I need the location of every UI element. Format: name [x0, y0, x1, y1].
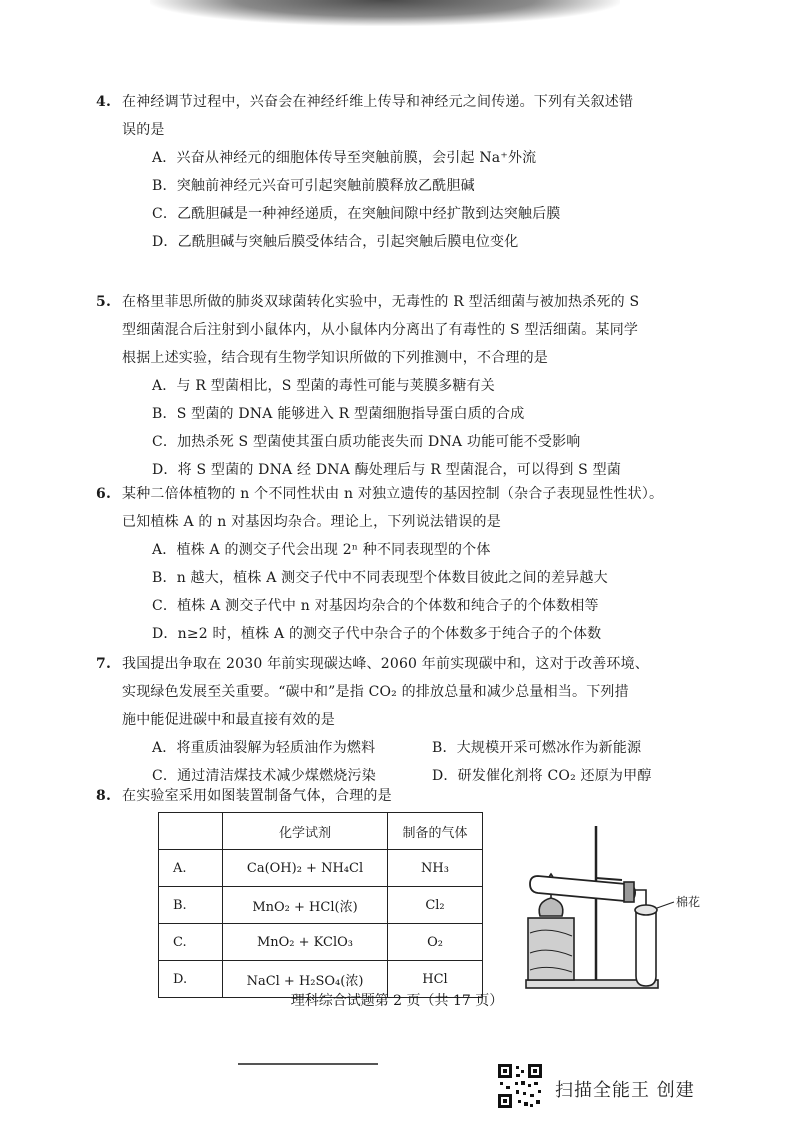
option-c: C．加热杀死 S 型菌使其蛋白质功能丧失而 DNA 功能可能不受影响	[152, 434, 581, 450]
table-header-row	[159, 813, 483, 850]
table-row	[159, 887, 483, 924]
qr-code-icon	[496, 1062, 544, 1110]
question-stem-line: 8. 在实验室采用如图装置制备气体，合理的是	[96, 788, 392, 804]
question-stem-line: 7. 我国提出争取在 2030 年前实现碳达峰、2060 年前实现碳中和，这对于改善环境、	[96, 656, 650, 672]
option-b: B．大规模开采可燃冰作为新能源	[432, 740, 642, 756]
table-cell: MnO₂ + HCl(浓)	[223, 887, 388, 924]
table-row	[159, 850, 483, 887]
table-cell: NaCl + H₂SO₄(浓)	[223, 961, 388, 998]
table-cell: D.	[159, 961, 223, 998]
option-a: A．兴奋从神经元的细胞体传导至突触前膜，会引起 Na⁺外流	[152, 150, 537, 166]
option-b: B．n 越大，植株 A 测交子代中不同表现型个体数目彼此之间的差异越大	[152, 570, 608, 586]
question-stem-line: 6. 某种二倍体植物的 n 个不同性状由 n 对独立遗传的基因控制（杂合子表现显性性状）。	[96, 486, 664, 502]
option-d: D．研发催化剂将 CO₂ 还原为甲醇	[432, 768, 652, 784]
question-number: 6.	[96, 486, 112, 502]
table-cell: MnO₂ + KClO₃	[223, 924, 388, 961]
question-stem-line: 4. 在神经调节过程中，兴奋会在神经纤维上传导和神经元之间传递。下列有关叙述错	[96, 94, 634, 110]
option-d: D．乙酰胆碱与突触后膜受体结合，引起突触后膜电位变化	[152, 234, 519, 250]
table-header-cell	[159, 813, 223, 850]
option-c: C．乙酰胆碱是一种神经递质，在突触间隙中经扩散到达突触后膜	[152, 206, 561, 222]
option-a: A．将重质油裂解为轻质油作为燃料	[152, 740, 376, 756]
question-number: 5.	[96, 294, 112, 310]
option-b: B．突触前神经元兴奋可引起突触前膜释放乙酰胆碱	[152, 178, 475, 194]
table-header-cell: 化学试剂	[223, 813, 388, 850]
table-cell: Ca(OH)₂ + NH₄Cl	[223, 850, 388, 887]
question-5	[96, 292, 682, 488]
reagent-table	[158, 812, 483, 998]
table-cell: C.	[159, 924, 223, 961]
table-cell: A.	[159, 850, 223, 887]
option-c: C．植株 A 测交子代中 n 对基因均杂合的个体数和纯合子的个体数相等	[152, 598, 599, 614]
table-cell: HCl	[388, 961, 483, 998]
scanner-watermark: 扫描全能王 创建	[555, 1080, 695, 1101]
question-4	[96, 92, 682, 260]
scan-top-shadow	[150, 0, 620, 26]
footer-rule	[238, 1063, 378, 1065]
question-stem-line: 型细菌混合后注射到小鼠体内，从小鼠体内分离出了有毒性的 S 型活细菌。某同学	[122, 322, 639, 338]
table-cell: Cl₂	[388, 887, 483, 924]
question-stem-line: 根据上述实验，结合现有生物学知识所做的下列推测中，不合理的是	[122, 350, 548, 366]
option-a: A．与 R 型菌相比，S 型菌的毒性可能与荚膜多糖有关	[152, 378, 495, 394]
table-row	[159, 924, 483, 961]
page-footer: 理科综合试题第 2 页（共 17 页）	[290, 993, 504, 1009]
question-number: 8.	[96, 788, 112, 804]
question-6	[96, 484, 682, 652]
question-stem-line: 实现绿色发展至关重要。“碳中和”是指 CO₂ 的排放总量和减少总量相当。下列措	[122, 684, 629, 700]
question-stem-line: 5. 在格里菲思所做的肺炎双球菌转化实验中，无毒性的 R 型活细菌与被加热杀死的 S	[96, 294, 640, 310]
question-stem-line: 误的是	[122, 122, 165, 138]
option-d: D．n≥2 时，植株 A 的测交子代中杂合子的个体数多于纯合子的个体数	[152, 626, 602, 642]
table-cell: O₂	[388, 924, 483, 961]
table-cell: NH₃	[388, 850, 483, 887]
question-number: 4.	[96, 94, 112, 110]
option-c: C．通过清洁煤技术减少煤燃烧污染	[152, 768, 376, 784]
option-b: B．S 型菌的 DNA 能够进入 R 型菌细胞指导蛋白质的合成	[152, 406, 525, 422]
option-a: A．植株 A 的测交子代会出现 2ⁿ 种不同表现型的个体	[152, 542, 491, 558]
option-d: D．将 S 型菌的 DNA 经 DNA 酶处理后与 R 型菌混合，可以得到 S 型菌	[152, 462, 622, 478]
question-7	[96, 654, 682, 794]
question-number: 7.	[96, 656, 112, 672]
cotton-label: 棉花	[676, 895, 701, 909]
question-stem-line: 已知植株 A 的 n 对基因均杂合。理论上，下列说法错误的是	[122, 514, 501, 530]
table-header-cell: 制备的气体	[388, 813, 483, 850]
question-stem-line: 施中能促进碳中和最直接有效的是	[122, 712, 335, 728]
question-8	[96, 786, 682, 814]
option-row	[122, 738, 682, 766]
gas-apparatus-diagram	[518, 818, 718, 998]
table-cell: B.	[159, 887, 223, 924]
